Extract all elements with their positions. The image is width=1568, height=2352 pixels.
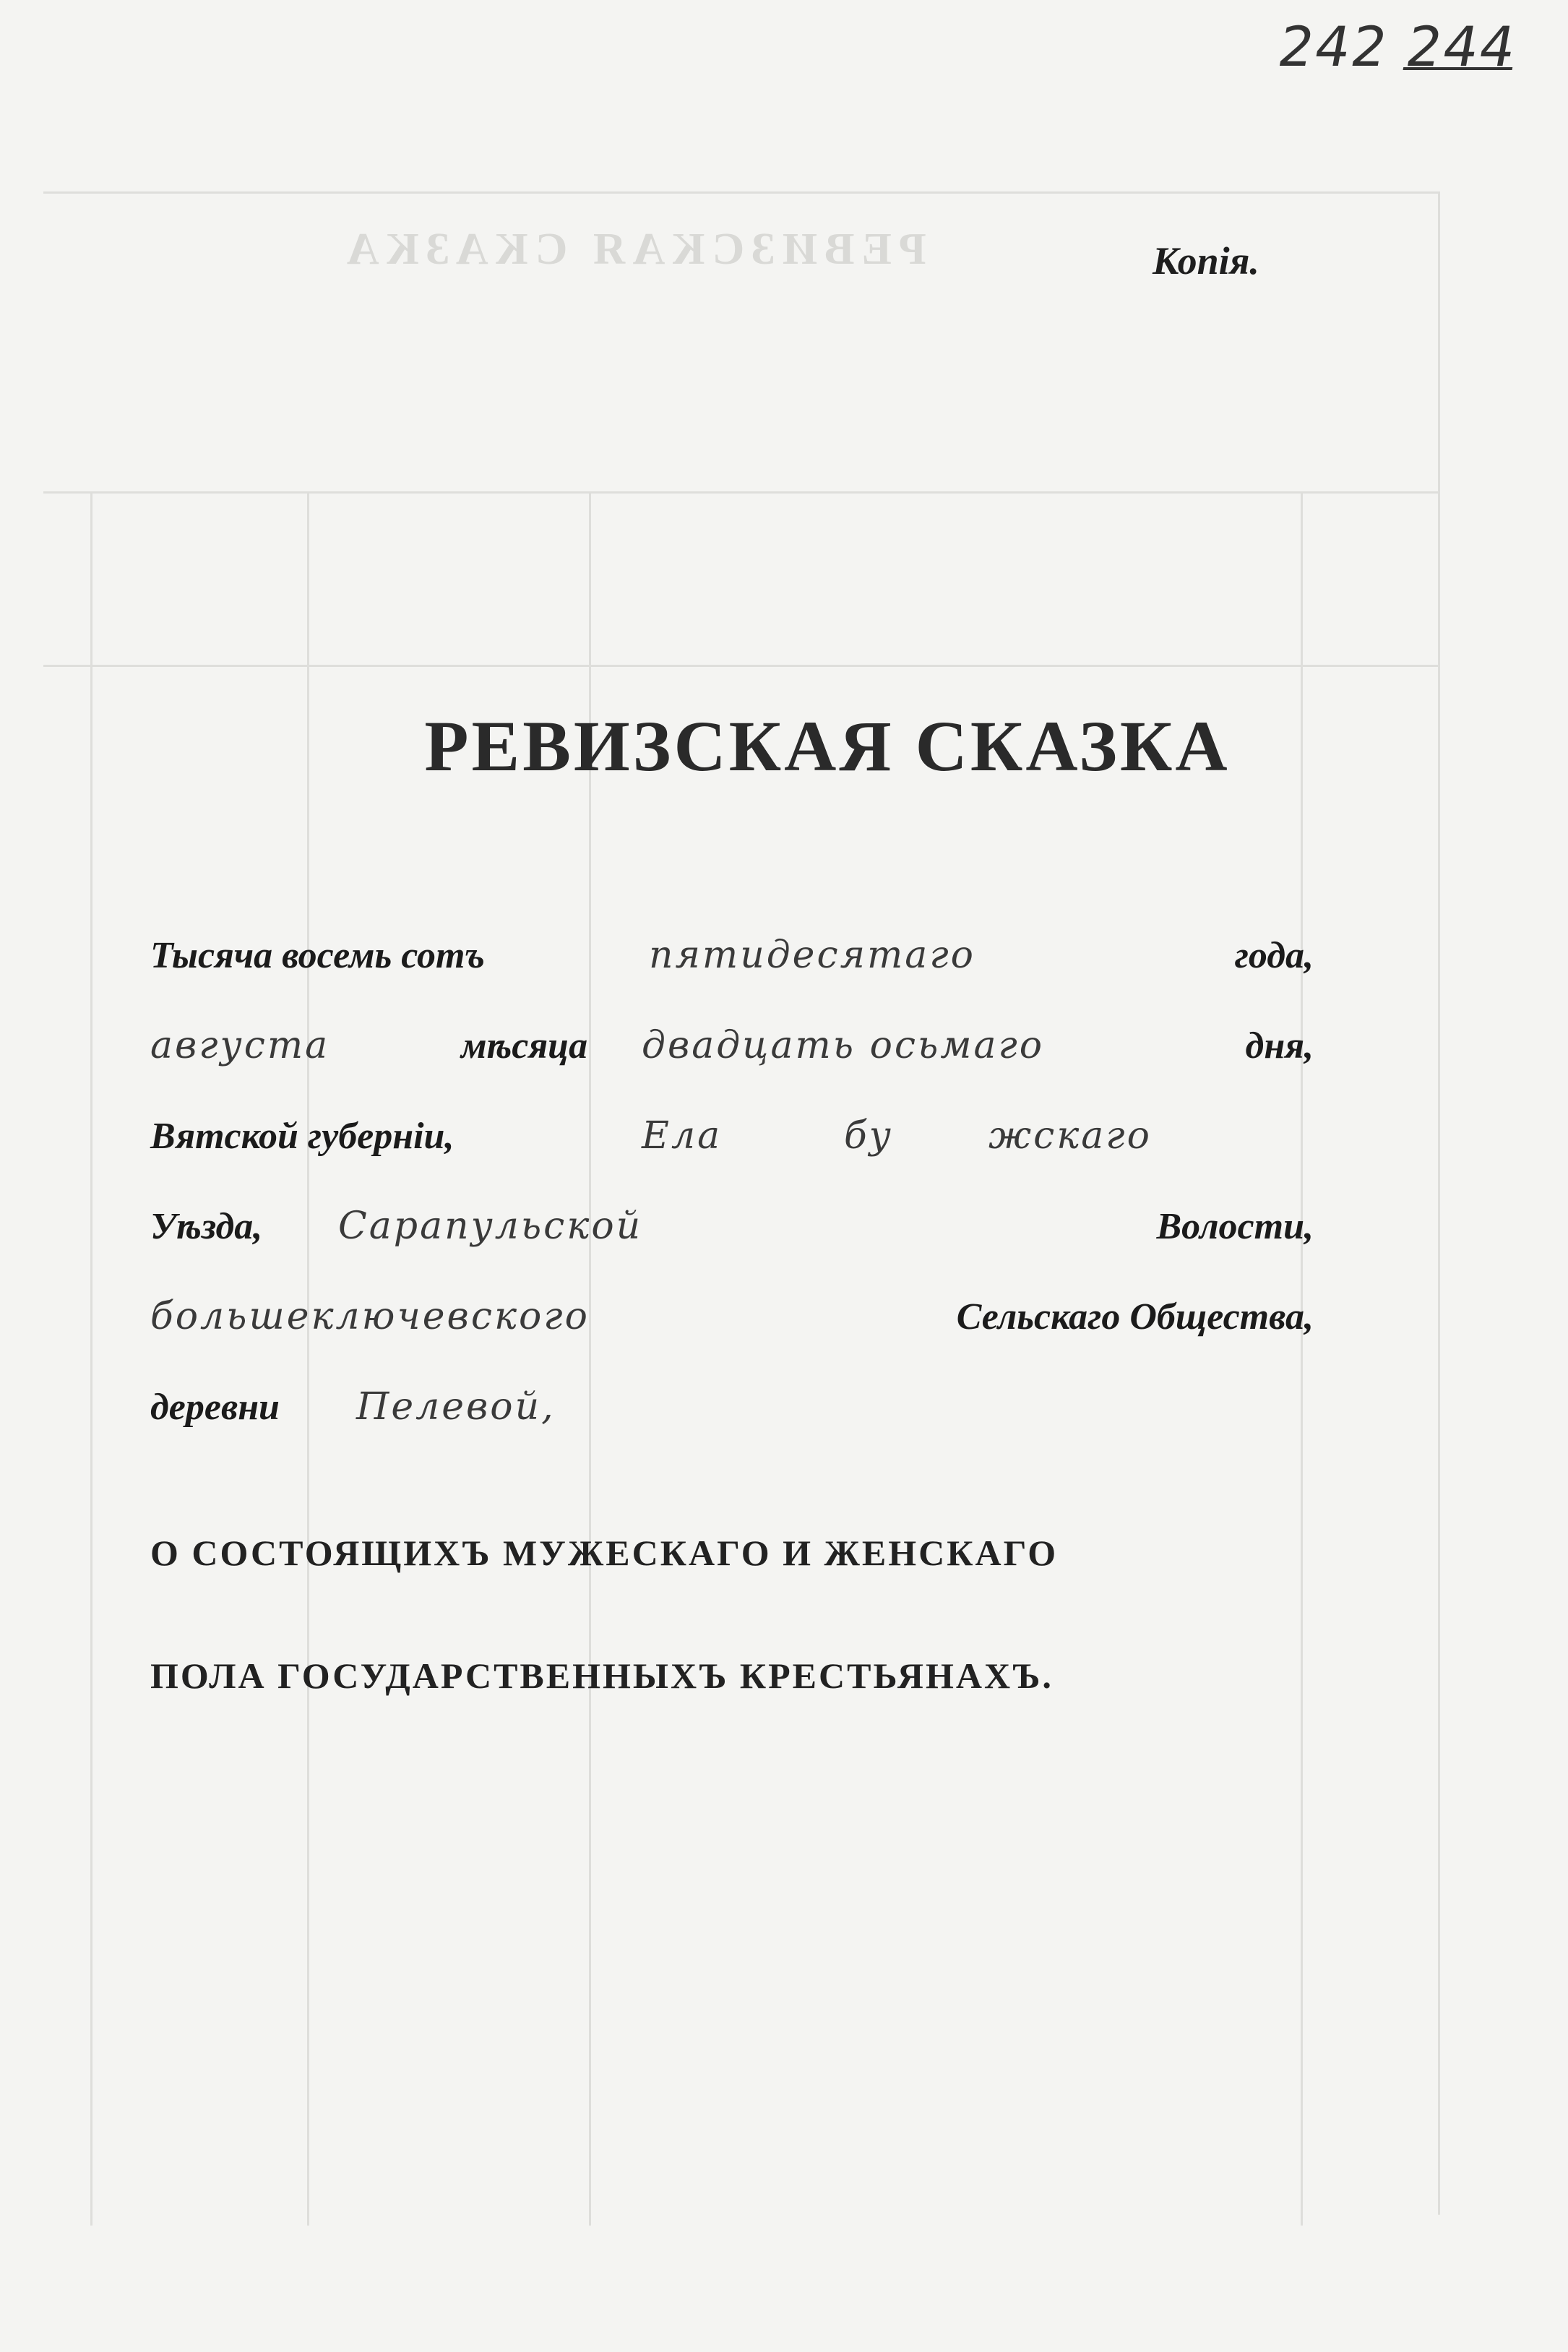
bleed-through-rule: [43, 191, 1438, 194]
handwritten-entry: бу: [844, 1114, 893, 1158]
archive-number-a: 242: [1272, 14, 1394, 79]
handwritten-entry: Сарапульской: [338, 1205, 643, 1248]
form-line-year: [150, 910, 1314, 990]
handwritten-entry: жскаго: [988, 1114, 1152, 1158]
form-line-village: [150, 1362, 1314, 1442]
form-line-community: [150, 1272, 1314, 1351]
printed-text: Волости,: [1156, 1206, 1314, 1247]
printed-text: Вятской губернiи,: [150, 1116, 455, 1157]
archive-number-b: 244: [1401, 14, 1522, 79]
handwritten-entry: Пелевой,: [356, 1385, 556, 1429]
printed-text: Сельскаго Общества,: [956, 1296, 1314, 1337]
subtitle-line-2: ПОЛА ГОСУДАРСТВЕННЫХЪ КРЕСТЬЯНАХЪ.: [150, 1655, 1054, 1696]
bleed-through-rule: [43, 491, 1438, 494]
handwritten-entry: двадцать осьмаго: [642, 1024, 1045, 1067]
archive-number: [1273, 14, 1522, 79]
handwritten-entry: Ела: [642, 1114, 723, 1158]
printed-text: Тысяча восемь сотъ: [150, 935, 485, 976]
bleed-through-rule: [43, 665, 1438, 667]
subtitle-line-1: О СОСТОЯЩИХЪ МУЖЕСКАГО И ЖЕНСКАГО: [150, 1533, 1059, 1573]
handwritten-entry: пятидесятаго: [649, 934, 975, 977]
bleed-through-rule: [1438, 191, 1440, 2215]
printed-text: деревни: [150, 1387, 280, 1428]
printed-text: года,: [1234, 935, 1314, 976]
document-title: РЕВИЗСКАЯ СКАЗКА: [424, 706, 1231, 786]
form-line-date: [150, 1001, 1314, 1080]
bleed-through-title: РЕВИЗСКАЯ СКАЗКА: [340, 225, 926, 274]
form-line-province: [150, 1091, 1314, 1171]
handwritten-entry: большеключевского: [150, 1295, 590, 1338]
copy-mark: Копiя.: [1153, 239, 1259, 283]
handwritten-entry: августа: [150, 1024, 330, 1067]
printed-text: мѣсяца: [461, 1025, 588, 1067]
form-line-district: [150, 1181, 1314, 1261]
printed-text: дня,: [1245, 1025, 1314, 1067]
printed-text: Уѣзда,: [150, 1206, 263, 1247]
